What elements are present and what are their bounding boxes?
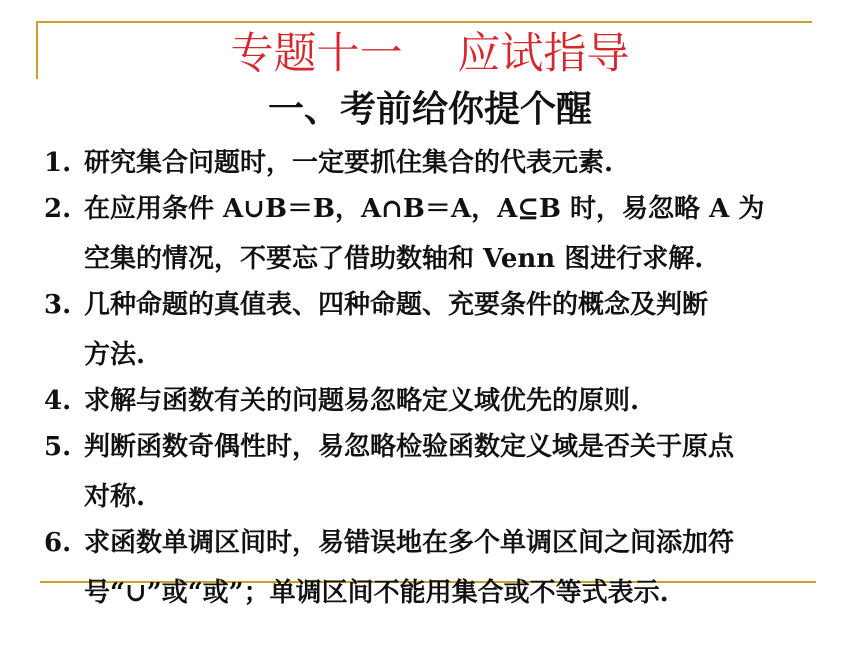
item-text: 研究集合问题时，一定要抓住集合的代表元素.	[84, 148, 614, 178]
item-text: 求函数单调区间时，易错误地在多个单调区间之间添加符	[84, 528, 735, 558]
item-number: 4.	[44, 386, 72, 416]
list-item	[44, 282, 824, 378]
item-text-continued: 对称.	[84, 482, 146, 512]
item-text: 求解与函数有关的问题易忽略定义域优先的原则.	[84, 386, 640, 416]
list-item	[44, 140, 824, 186]
item-text: 几种命题的真值表、四种命题、充要条件的概念及判断	[84, 290, 709, 320]
frame-top-line	[36, 21, 812, 23]
item-text-continued: 号“∪”或“或”；单调区间不能用集合或不等式表示.	[84, 578, 669, 608]
item-number: 1.	[44, 148, 72, 178]
item-number: 5.	[44, 432, 72, 462]
slide-title: 专题十一 应试指导	[230, 29, 630, 79]
item-number: 6.	[44, 528, 72, 558]
item-number: 3.	[44, 290, 72, 320]
item-text-continued: 方法.	[84, 340, 146, 370]
item-text: 在应用条件 A∪B＝B，A∩B＝A，A⊆B 时，易忽略 A 为	[84, 194, 765, 224]
item-text-continued: 空集的情况，不要忘了借助数轴和 Venn 图进行求解.	[84, 244, 704, 274]
slide-subtitle: 一、考前给你提个醒	[267, 88, 592, 130]
item-text: 判断函数奇偶性时，易忽略检验函数定义域是否关于原点	[84, 432, 735, 462]
list-item	[44, 186, 824, 282]
list-item	[44, 424, 824, 520]
item-number: 2.	[44, 194, 72, 224]
list-item	[44, 378, 824, 424]
list-item	[44, 520, 824, 616]
tips-list	[44, 140, 824, 616]
